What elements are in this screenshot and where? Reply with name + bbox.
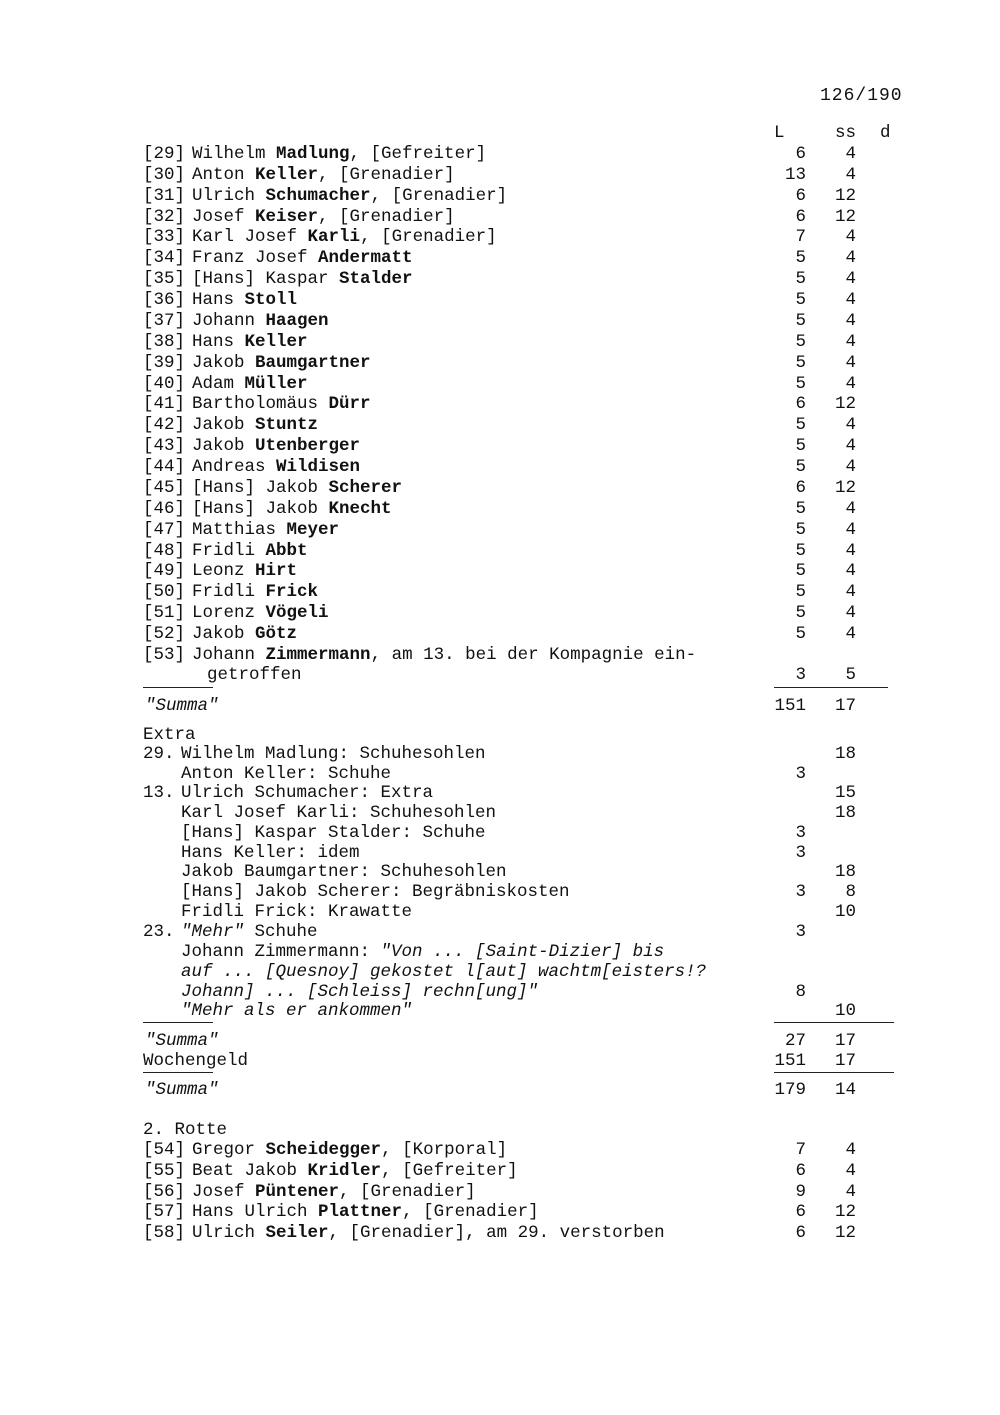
surname: Haagen: [265, 310, 329, 331]
surname: Baumgartner: [255, 352, 371, 373]
first-name: Leonz: [192, 561, 245, 582]
summa-ss: 17: [834, 696, 856, 716]
amount-l: 3: [795, 842, 806, 863]
first-name: Matthias: [192, 519, 277, 540]
first-name: Franz Josef: [192, 248, 308, 269]
entry-name: [192, 1202, 539, 1222]
entry-name: [192, 165, 455, 185]
amount-l: 5: [795, 457, 806, 478]
amount-ss: 4: [845, 1140, 856, 1160]
surname: Knecht: [328, 498, 392, 519]
amount-l: 6: [795, 394, 806, 415]
entry-note: , [Grenadier]: [318, 206, 455, 227]
amount-ss: 4: [845, 269, 856, 290]
entry-name: [192, 457, 360, 477]
extra-item: Ulrich Schumacher: Extra: [181, 783, 434, 804]
entry-number: [32]: [143, 206, 186, 227]
entry-number: [52]: [143, 624, 186, 644]
extra-item: Anton Keller: Schuhe: [181, 763, 392, 784]
entry-note: , [Grenadier]: [360, 227, 497, 248]
surname: Meyer: [286, 519, 340, 540]
entry-name: [192, 624, 297, 644]
entry-name: [192, 1140, 507, 1160]
separator-line-left: [143, 1072, 213, 1073]
amount-ss: 4: [845, 498, 856, 519]
amount-l: 8: [795, 982, 806, 1002]
surname: Dürr: [328, 394, 371, 415]
entry-number: [51]: [143, 603, 186, 624]
surname: Stoll: [244, 290, 298, 311]
entry-number: [49]: [143, 561, 186, 582]
surname: Keiser: [255, 206, 319, 227]
entry-number: [39]: [143, 352, 186, 373]
entry-number: [57]: [143, 1202, 186, 1223]
entry-number: [41]: [143, 394, 186, 415]
entry-name-continuation: getroffen: [207, 665, 302, 685]
entry-name: [192, 520, 339, 540]
extra-day: 13.: [143, 783, 175, 804]
amount-ss: 18: [834, 803, 856, 824]
first-name: Ulrich: [192, 185, 256, 206]
entry-name: [192, 541, 308, 561]
quoted-text: "Mehr": [181, 922, 245, 942]
entry-name: [192, 207, 455, 227]
entry-name: [192, 290, 297, 310]
first-name: Bartholomäus: [192, 394, 319, 415]
amount-ss: 4: [845, 582, 856, 603]
amount-l: 6: [795, 1160, 806, 1181]
entry-note: , am 13. bei der Kompagnie ein-: [370, 645, 697, 665]
amount-ss: 4: [845, 561, 856, 582]
amount-ss: 4: [845, 373, 856, 394]
wochengeld-l: 151: [774, 1051, 806, 1071]
amount-ss: 4: [845, 457, 856, 478]
amount-ss: 4: [845, 290, 856, 311]
surname: Vögeli: [265, 603, 329, 624]
amount-ss: 12: [834, 1202, 856, 1223]
amount-l: 5: [795, 624, 806, 644]
amount-l: 5: [795, 498, 806, 519]
amount-l: 6: [795, 144, 806, 164]
first-name: Ulrich: [192, 1223, 256, 1244]
amount-ss: 4: [845, 519, 856, 540]
entry-name: [192, 353, 371, 373]
entry-number: [55]: [143, 1160, 186, 1181]
amount-l: 6: [795, 1202, 806, 1223]
amount-l: 6: [795, 477, 806, 498]
entry-number: [56]: [143, 1181, 186, 1202]
amount-ss: 4: [845, 436, 856, 457]
column-header-l: L: [774, 123, 785, 143]
entry-name: [192, 311, 329, 331]
first-name: Wilhelm: [192, 144, 266, 164]
surname: Plattner: [318, 1202, 403, 1223]
entry-note: , [Grenadier]: [402, 1202, 539, 1223]
entry-number: [36]: [143, 290, 186, 311]
amount-ss: 4: [845, 415, 856, 436]
surname: Utenberger: [255, 436, 361, 457]
extra-item-zimmermann: [181, 942, 664, 962]
column-header-d: d: [880, 123, 891, 143]
amount-l: 5: [795, 269, 806, 290]
page-number: 126/190: [820, 86, 903, 106]
entry-number: [31]: [143, 185, 186, 206]
entry-name: [192, 332, 308, 352]
amount-ss: 4: [845, 164, 856, 185]
entry-number: [35]: [143, 269, 186, 290]
entry-name: [192, 582, 318, 602]
wochengeld-ss: 17: [834, 1051, 856, 1071]
first-name: Beat Jakob: [192, 1160, 298, 1181]
first-name: Karl Josef: [192, 227, 298, 248]
first-name: Lorenz: [192, 603, 256, 624]
entry-number: [44]: [143, 457, 186, 478]
first-name: Hans: [192, 331, 235, 352]
summa-ss: 14: [834, 1080, 856, 1100]
amount-ss: 12: [834, 477, 856, 498]
entry-number: [37]: [143, 310, 186, 331]
entry-number: [53]: [143, 645, 186, 665]
separator-line-left: [143, 1022, 213, 1023]
surname: Müller: [244, 373, 308, 394]
amount-l: 5: [795, 310, 806, 331]
surname: Madlung: [276, 144, 350, 164]
first-name: Gregor: [192, 1140, 256, 1160]
amount-l: 6: [795, 185, 806, 206]
amount-ss: 12: [834, 1223, 856, 1244]
amount-ss: 15: [834, 783, 856, 804]
amount-ss: 4: [845, 144, 856, 164]
first-name: Hans Ulrich: [192, 1202, 308, 1223]
entry-name: [192, 227, 497, 247]
extra-item-mehr-schuhe: [181, 922, 318, 942]
entry-name: [192, 186, 507, 206]
surname: Kridler: [307, 1160, 382, 1181]
entry-number: [58]: [143, 1223, 186, 1244]
surname: Abbt: [265, 540, 308, 561]
entry-name: [192, 1161, 518, 1181]
amount-l: 5: [795, 248, 806, 269]
amount-l: 5: [795, 331, 806, 352]
entry-name: [192, 1182, 476, 1202]
surname: Schumacher: [265, 185, 371, 206]
amount-l: 5: [795, 373, 806, 394]
entry-name: [192, 603, 329, 623]
extra-day: 23.: [143, 922, 175, 942]
entry-name: [192, 269, 413, 289]
entry-number: [46]: [143, 498, 186, 519]
first-name: Jakob: [192, 624, 245, 644]
amount-l: 3: [795, 665, 806, 685]
amount-ss: 4: [845, 248, 856, 269]
quoted-text-line-2: auf ... [Quesnoy] gekostet l[aut] wachtm[eisters!?: [181, 962, 707, 982]
extra-text: Schuhe: [244, 922, 318, 942]
entry-number: [34]: [143, 248, 186, 269]
summa-l: 27: [784, 1031, 806, 1051]
extra-item: Jakob Baumgartner: Schuhesohlen: [181, 862, 507, 883]
amount-ss: 4: [845, 624, 856, 644]
surname: Scheidegger: [265, 1140, 382, 1160]
surname: Keller: [255, 164, 319, 185]
amount-l: 6: [795, 1223, 806, 1244]
entry-name: [192, 394, 371, 414]
surname: Frick: [265, 582, 319, 603]
amount-ss: 12: [834, 185, 856, 206]
amount-l: 5: [795, 436, 806, 457]
amount-ss: 5: [845, 665, 856, 685]
first-name: Josef: [192, 206, 245, 227]
entry-name: [192, 436, 360, 456]
summa-ss: 17: [834, 1031, 856, 1051]
amount-ss: 18: [834, 744, 856, 764]
amount-ss: 4: [845, 310, 856, 331]
amount-l: 13: [784, 164, 806, 185]
amount-l: 5: [795, 519, 806, 540]
entry-note: , [Grenadier], am 29. verstorben: [328, 1223, 665, 1244]
amount-ss: 18: [834, 862, 856, 883]
summa-label: "Summa": [145, 696, 219, 716]
amount-l: 3: [795, 763, 806, 784]
amount-l: 9: [795, 1181, 806, 1202]
entry-number: [47]: [143, 519, 186, 540]
entry-name: [192, 248, 413, 268]
extra-item: Hans Keller: idem: [181, 842, 360, 863]
amount-l: 6: [795, 206, 806, 227]
amount-l: 5: [795, 582, 806, 603]
extra-item: [Hans] Jakob Scherer: Begräbniskosten: [181, 881, 570, 902]
separator-line-left: [143, 687, 213, 688]
amount-ss: 8: [845, 881, 856, 902]
extra-day: 29.: [143, 744, 175, 764]
amount-ss: 12: [834, 206, 856, 227]
first-name: [Hans] Jakob: [192, 477, 319, 498]
amount-l: 5: [795, 603, 806, 624]
separator-line-right: [774, 1022, 894, 1023]
entry-name: [192, 415, 318, 435]
amount-ss: 4: [845, 540, 856, 561]
amount-ss: 4: [845, 603, 856, 624]
first-name: Adam: [192, 373, 235, 394]
amount-l: 5: [795, 561, 806, 582]
extra-item: Karl Josef Karli: Schuhesohlen: [181, 803, 497, 824]
amount-ss: 10: [834, 901, 856, 922]
extra-heading: Extra: [143, 725, 196, 745]
amount-l: 5: [795, 415, 806, 436]
separator-line-right: [774, 1072, 894, 1073]
entry-number: [54]: [143, 1140, 186, 1160]
entry-name: [192, 499, 392, 519]
entry-number: [50]: [143, 582, 186, 603]
amount-ss: 4: [845, 331, 856, 352]
amount-ss: 4: [845, 227, 856, 248]
surname: Stalder: [339, 269, 413, 290]
entry-number: [38]: [143, 331, 186, 352]
wochengeld-label: Wochengeld: [143, 1051, 249, 1071]
amount-ss: 4: [845, 352, 856, 373]
entry-note: , [Gefreiter]: [381, 1160, 518, 1181]
entry-name: [192, 1223, 665, 1243]
first-name: Fridli: [192, 540, 256, 561]
entry-name: [192, 645, 696, 665]
first-name: Johann: [192, 645, 256, 665]
first-name: Hans: [192, 290, 235, 311]
amount-l: 7: [795, 1140, 806, 1160]
quoted-text-line-3: Johann] ... [Schleiss] rechn[ung]": [181, 982, 539, 1002]
amount-l: 5: [795, 352, 806, 373]
surname: Wildisen: [276, 457, 361, 478]
first-name: Johann: [192, 310, 256, 331]
entry-number: [29]: [143, 144, 186, 164]
separator-line-right: [774, 687, 888, 688]
amount-l: 3: [795, 881, 806, 902]
entry-number: [40]: [143, 373, 186, 394]
first-name: [Hans] Kaspar: [192, 269, 329, 290]
amount-l: 3: [795, 822, 806, 843]
extra-item-mehr: "Mehr als er ankommen": [181, 1001, 413, 1021]
surname: Scherer: [328, 477, 403, 498]
first-name: Jakob: [192, 415, 245, 436]
surname: Zimmermann: [265, 645, 371, 665]
first-name: Josef: [192, 1181, 245, 1202]
summa-l: 179: [774, 1080, 806, 1100]
first-name: Fridli: [192, 582, 256, 603]
rotte-heading: 2. Rotte: [143, 1120, 228, 1140]
entry-number: [48]: [143, 540, 186, 561]
surname: Karli: [307, 227, 361, 248]
surname: Seiler: [265, 1223, 329, 1244]
extra-item: Fridli Frick: Krawatte: [181, 901, 413, 922]
entry-number: [43]: [143, 436, 186, 457]
summa-label: "Summa": [145, 1031, 219, 1051]
amount-ss: 4: [845, 1181, 856, 1202]
entry-name: [192, 144, 486, 164]
first-name: Jakob: [192, 436, 245, 457]
entry-note: , [Grenadier]: [370, 185, 508, 206]
first-name: Jakob: [192, 352, 245, 373]
entry-name: [192, 374, 308, 394]
entry-number: [30]: [143, 164, 186, 185]
entry-note: , [Korporal]: [381, 1140, 508, 1160]
amount-l: 7: [795, 227, 806, 248]
surname: Püntener: [255, 1181, 340, 1202]
entry-number: [42]: [143, 415, 186, 436]
summa-label: "Summa": [145, 1080, 219, 1100]
amount-ss: 10: [834, 1001, 856, 1021]
quoted-text: "Von ... [Saint-Dizier] bis: [380, 942, 665, 962]
surname: Götz: [255, 624, 298, 644]
extra-item: Wilhelm Madlung: Schuhesohlen: [181, 744, 486, 764]
entry-number: [33]: [143, 227, 186, 248]
first-name: Anton: [192, 164, 245, 185]
surname: Hirt: [255, 561, 298, 582]
amount-ss: 12: [834, 394, 856, 415]
amount-l: 5: [795, 540, 806, 561]
surname: Keller: [244, 331, 308, 352]
amount-l: 3: [795, 922, 806, 942]
first-name: [Hans] Jakob: [192, 498, 319, 519]
entry-note: , [Grenadier]: [339, 1181, 476, 1202]
column-header-ss: ss: [835, 123, 857, 143]
first-name: Andreas: [192, 457, 266, 478]
surname: Andermatt: [318, 248, 413, 269]
entry-name: [192, 561, 297, 581]
extra-item: [Hans] Kaspar Stalder: Schuhe: [181, 822, 486, 843]
entry-note: , [Gefreiter]: [349, 144, 487, 164]
entry-number: [45]: [143, 477, 186, 498]
summa-l: 151: [774, 696, 806, 716]
entry-note: , [Grenadier]: [318, 164, 455, 185]
extra-text: Johann Zimmermann:: [181, 942, 381, 962]
amount-l: 5: [795, 290, 806, 311]
surname: Stuntz: [255, 415, 319, 436]
amount-ss: 4: [845, 1160, 856, 1181]
entry-name: [192, 478, 402, 498]
